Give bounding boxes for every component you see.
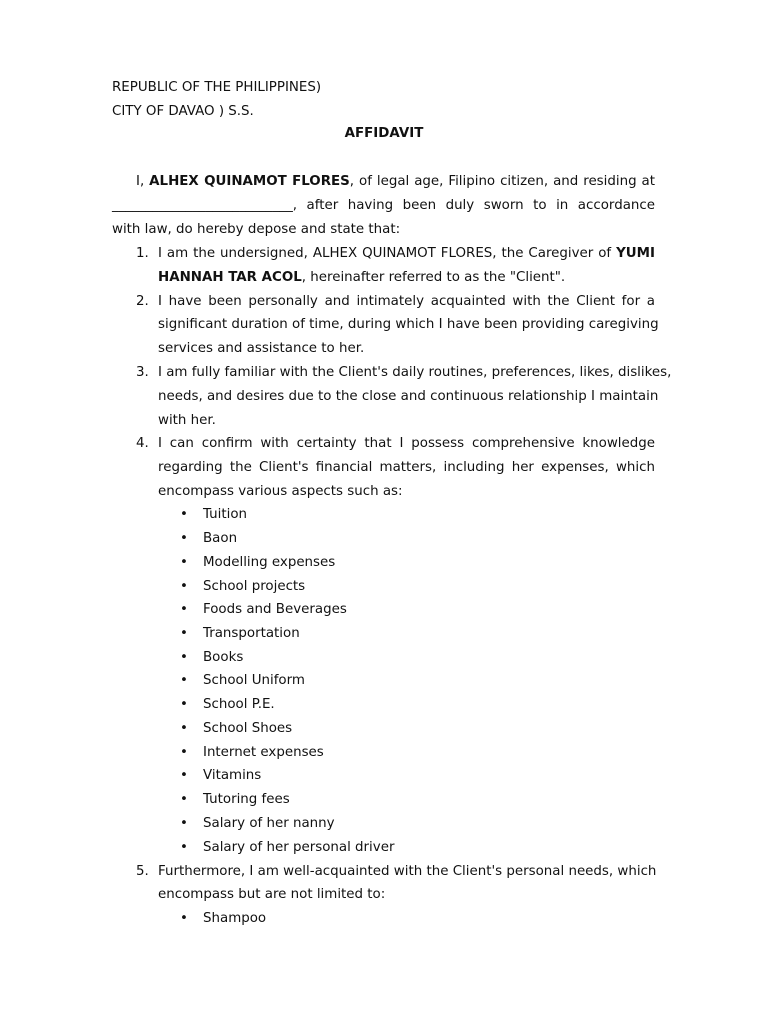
bullet-icon: •: [180, 792, 188, 807]
item-number: 4.: [136, 436, 149, 451]
bullet-icon: •: [180, 555, 188, 570]
item-number: 3.: [136, 365, 149, 380]
bullet-icon: •: [180, 816, 188, 831]
expense-item: Tuition: [203, 507, 248, 522]
item-3-line-1: I am fully familiar with the Client's daily routines, preferences, likes, dislikes,: [158, 365, 672, 380]
expense-item: Salary of her nanny: [203, 816, 335, 831]
document-title: AFFIDAVIT: [344, 126, 424, 141]
intro-line-1: I, ALHEX QUINAMOT FLORES, of legal age, Filipino citizen, and residing at: [136, 174, 655, 189]
client-name: YUMI: [616, 246, 655, 261]
item-5-line-1: Furthermore, I am well-acquainted with the Client's personal needs, which: [158, 864, 657, 879]
expense-item: School projects: [203, 579, 306, 594]
bullet-icon: •: [180, 650, 188, 665]
expense-item: Modelling expenses: [203, 555, 336, 570]
header-republic: REPUBLIC OF THE PHILIPPINES): [112, 80, 322, 95]
bullet-icon: •: [180, 602, 188, 617]
expense-item: School P.E.: [203, 697, 275, 712]
item-2-line-2: significant duration of time, during which I have been providing caregiving: [158, 317, 659, 332]
item-3-line-3: with her.: [158, 413, 216, 428]
header-city: CITY OF DAVAO ) S.S.: [112, 104, 254, 119]
bullet-icon: •: [180, 911, 188, 926]
item-3-line-2: needs, and desires due to the close and continuous relationship I maintain: [158, 389, 659, 404]
bullet-icon: •: [180, 721, 188, 736]
item-1-line-2: HANNAH TAR ACOL, hereinafter referred to as the "Client".: [158, 270, 566, 285]
bullet-icon: •: [180, 626, 188, 641]
expense-item: Salary of her personal driver: [203, 840, 395, 855]
need-item: Shampoo: [203, 911, 267, 926]
intro-line-3: with law, do hereby depose and state that:: [112, 222, 401, 237]
expense-item: Internet expenses: [203, 745, 324, 760]
client-name-continued: HANNAH TAR ACOL: [158, 270, 302, 285]
item-4-line-1: I can confirm with certainty that I possess comprehensive knowledge: [158, 436, 655, 451]
item-4-line-2: regarding the Client's financial matters, including her expenses, which: [158, 460, 655, 475]
bullet-icon: •: [180, 768, 188, 783]
expense-item: Transportation: [203, 626, 300, 641]
expense-item: Books: [203, 650, 244, 665]
item-2-line-3: services and assistance to her.: [158, 341, 365, 356]
bullet-icon: •: [180, 579, 188, 594]
bullet-icon: •: [180, 745, 188, 760]
affiant-name: ALHEX QUINAMOT FLORES: [149, 174, 350, 189]
expense-item: School Shoes: [203, 721, 293, 736]
item-number: 5.: [136, 864, 149, 879]
bullet-icon: •: [180, 531, 188, 546]
expense-item: Foods and Beverages: [203, 602, 347, 617]
expense-item: Tutoring fees: [203, 792, 290, 807]
item-1-line-1: I am the undersigned, ALHEX QUINAMOT FLORES, the Caregiver of YUMI: [158, 246, 655, 261]
expense-item: Baon: [203, 531, 238, 546]
item-5-line-2: encompass but are not limited to:: [158, 887, 386, 902]
bullet-icon: •: [180, 697, 188, 712]
item-2-line-1: I have been personally and intimately acquainted with the Client for a: [158, 294, 655, 309]
bullet-icon: •: [180, 673, 188, 688]
intro-line-2: ___________________________, after having been duly sworn to in accordance: [112, 198, 655, 213]
bullet-icon: •: [180, 507, 188, 522]
item-4-line-3: encompass various aspects such as:: [158, 484, 403, 499]
bullet-icon: •: [180, 840, 188, 855]
item-number: 2.: [136, 294, 149, 309]
expense-item: Vitamins: [203, 768, 262, 783]
item-number: 1.: [136, 246, 149, 261]
expense-item: School Uniform: [203, 673, 305, 688]
